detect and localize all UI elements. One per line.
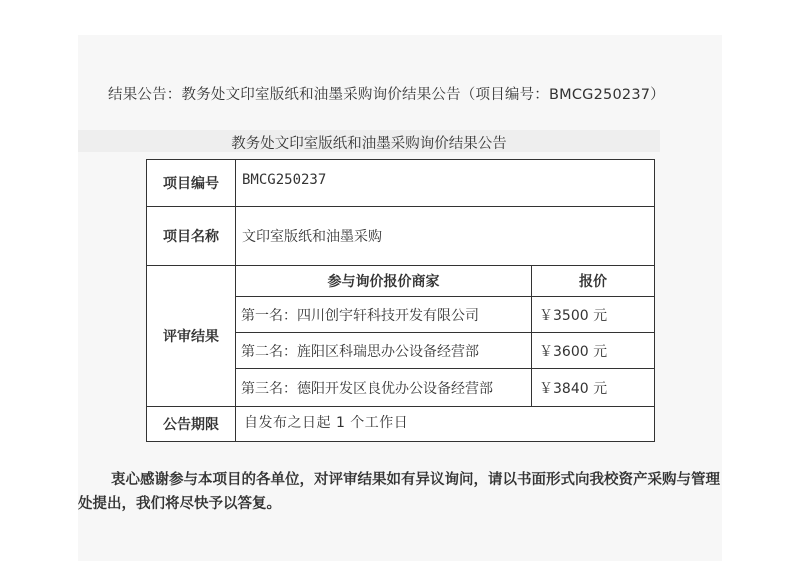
project-name-value: 文印室版纸和油墨采购 [236, 207, 655, 266]
bid-header-row [147, 266, 655, 297]
closing-note [78, 468, 722, 516]
bid-price: ￥3500 元 [532, 297, 655, 333]
bid-vendor: 第一名：四川创宇轩科技开发有限公司 [236, 297, 532, 333]
result-table [146, 159, 655, 442]
announcement-headline: 结果公告：教务处文印室版纸和油墨采购询价结果公告（项目编号：BMCG250237） [108, 87, 665, 103]
bid-vendor: 第二名：旌阳区科瑞思办公设备经营部 [236, 333, 532, 369]
bid-price: ￥3840 元 [532, 369, 655, 407]
project-no-value: BMCG250237 [236, 160, 655, 207]
project-name-label: 项目名称 [147, 207, 236, 266]
review-label: 评审结果 [147, 266, 236, 407]
period-value: 自发布之日起 1 个工作日 [236, 407, 655, 442]
closing-note-text: 衷心感谢参与本项目的各单位，对评审结果如有异议询问，请以书面形式向我校资产采购与管理处提出，我们将尽快予以答复。 [78, 471, 720, 512]
project-no-row [147, 160, 655, 207]
project-no-label: 项目编号 [147, 160, 236, 207]
price-header: 报价 [532, 266, 655, 297]
announcement-subtitle: 教务处文印室版纸和油墨采购询价结果公告 [231, 136, 507, 152]
bid-price: ￥3600 元 [532, 333, 655, 369]
bid-vendor: 第三名：德阳开发区良优办公设备经营部 [236, 369, 532, 407]
vendor-header: 参与询价报价商家 [236, 266, 532, 297]
period-row [147, 407, 655, 442]
period-label: 公告期限 [147, 407, 236, 442]
project-name-row [147, 207, 655, 266]
